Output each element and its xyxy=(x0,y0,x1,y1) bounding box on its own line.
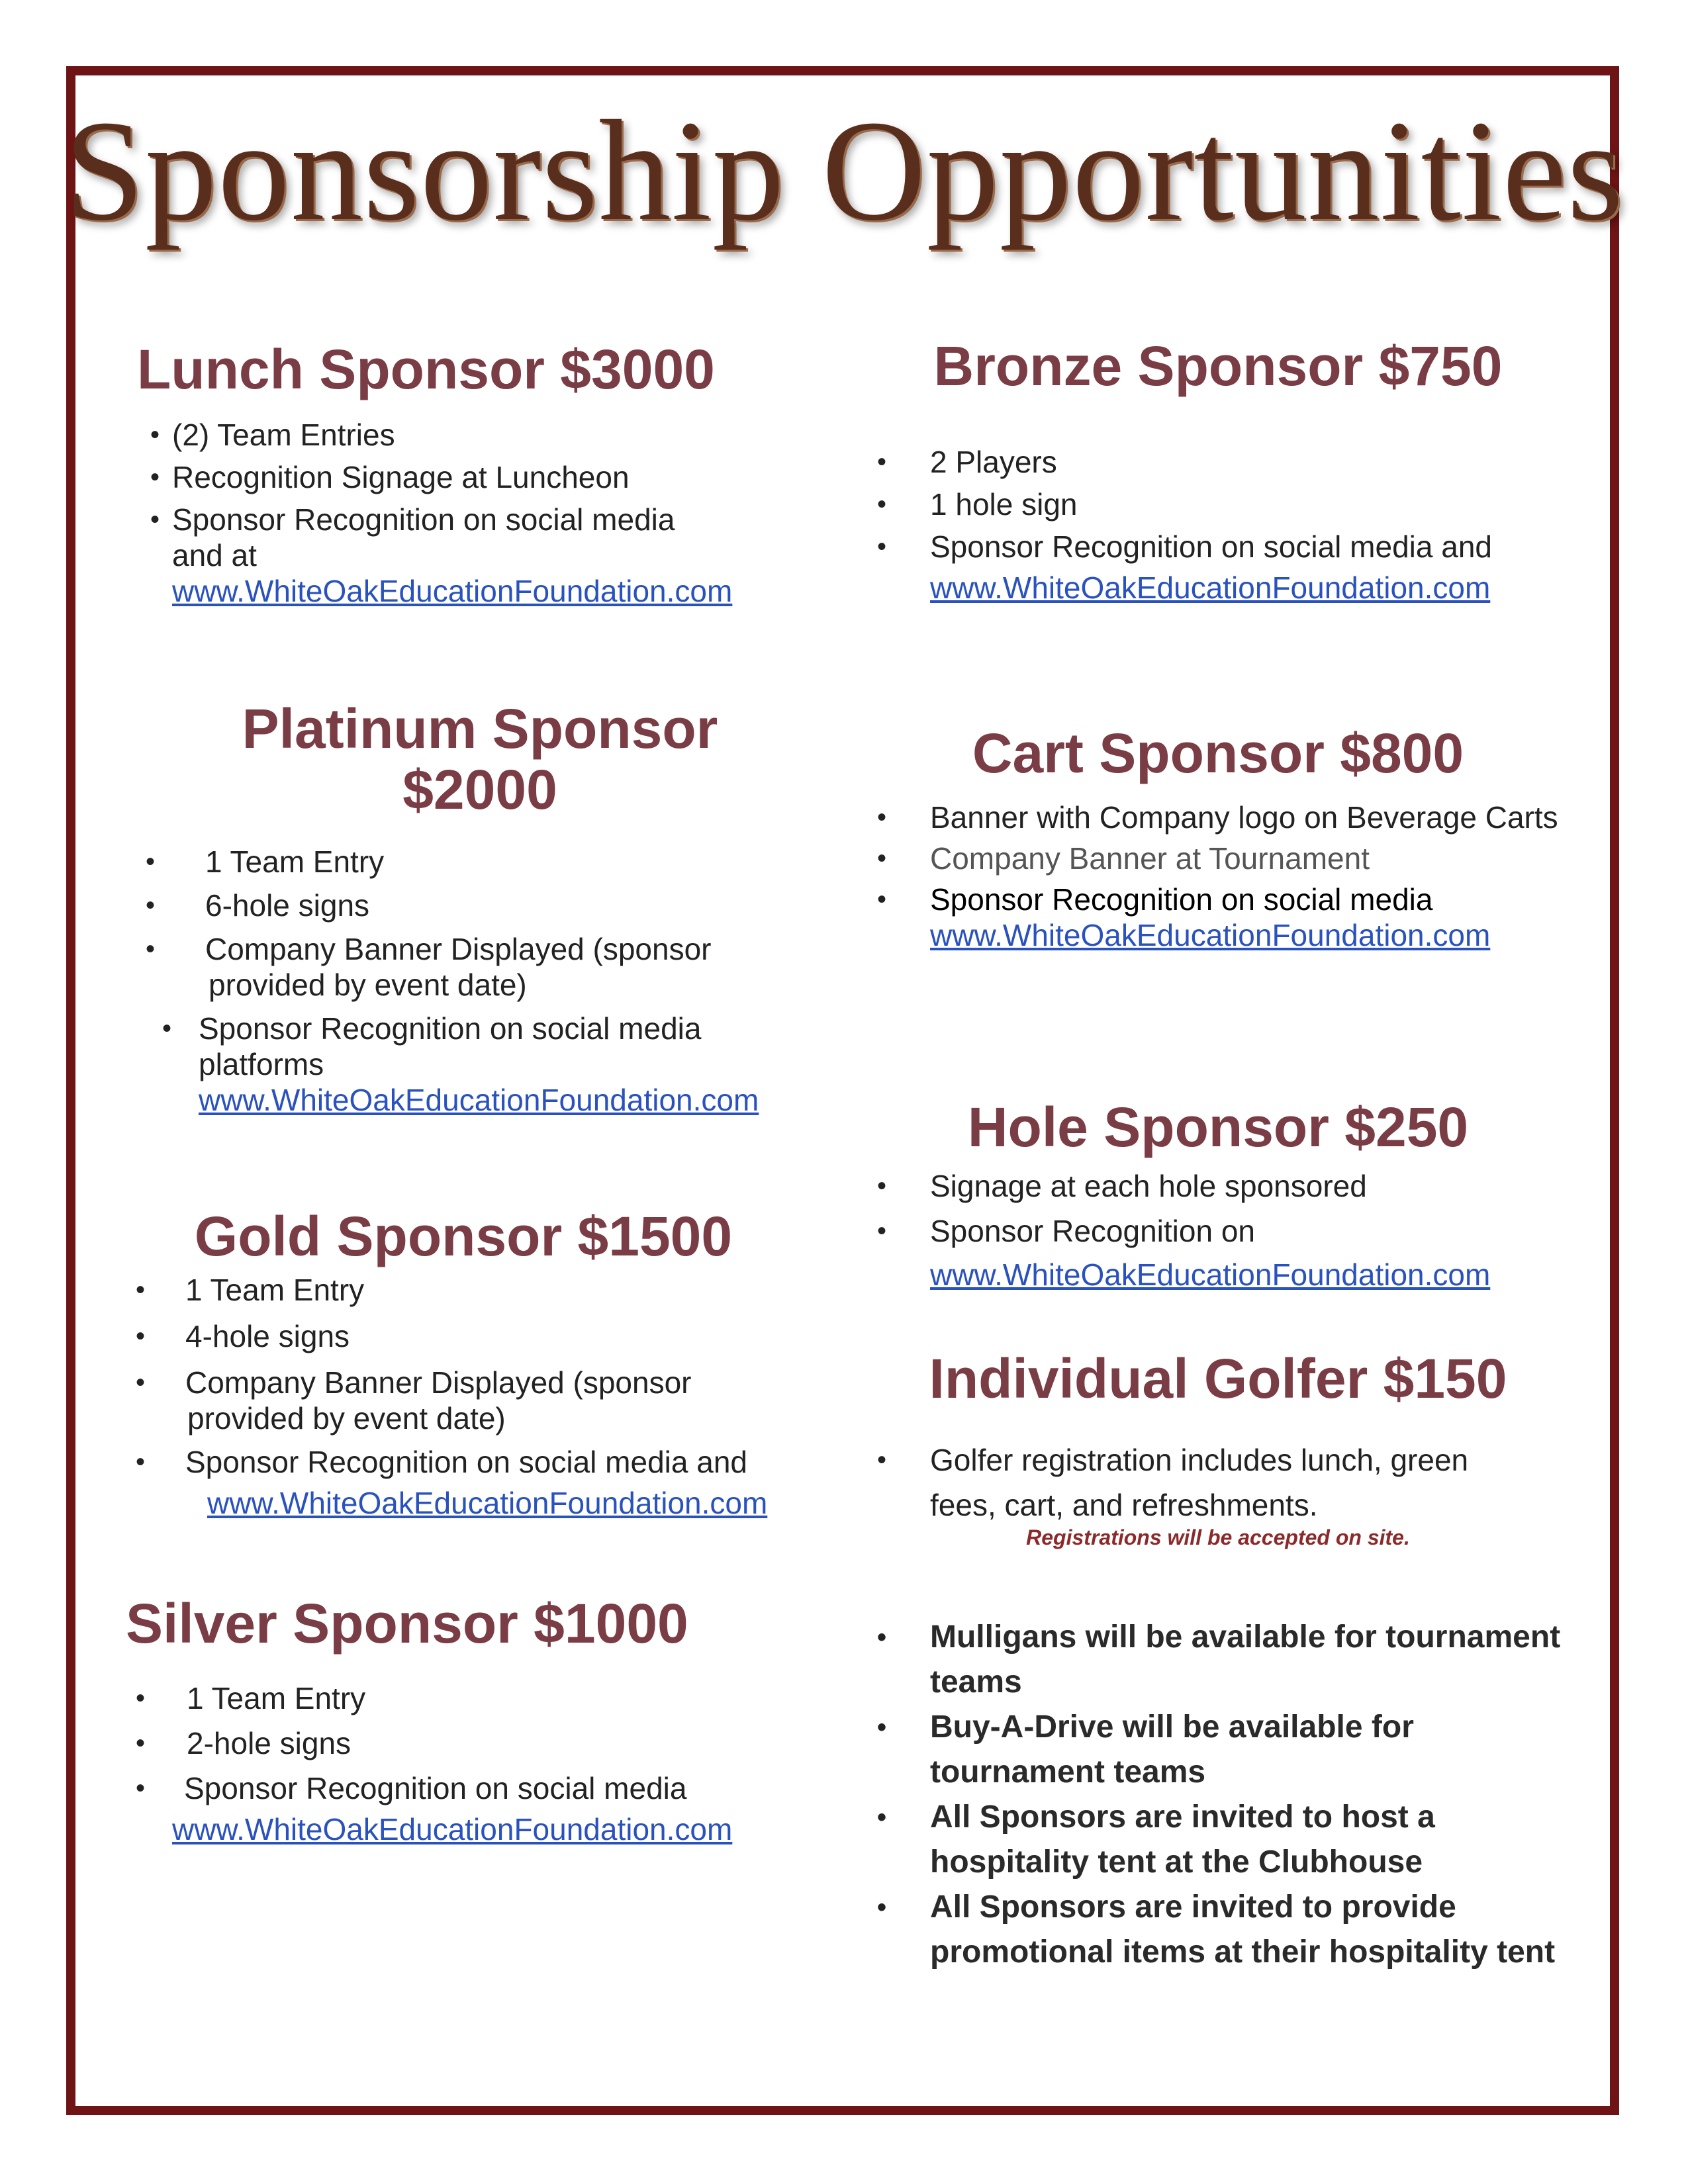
list-item xyxy=(126,1770,827,1806)
bullet-icon: • xyxy=(877,1445,887,1475)
list-item xyxy=(867,1750,1609,1795)
lunch-sponsor-section xyxy=(136,338,798,609)
bullet-icon: • xyxy=(877,1893,887,1922)
bronze-sponsor-section xyxy=(867,334,1595,606)
cart-sponsor-section xyxy=(867,721,1595,953)
item-text: Recognition Signage at Luncheon xyxy=(172,460,630,494)
foundation-link[interactable]: www.WhiteOakEducationFoundation.com xyxy=(172,1812,733,1846)
list-item xyxy=(867,1213,1595,1249)
individual-golfer-heading: Individual Golfer $150 xyxy=(929,1347,1507,1410)
registration-notice: Registrations will be accepted on site. xyxy=(1026,1525,1410,1549)
item-text: promotional items at their hospitality tent xyxy=(930,1934,1556,1970)
bullet-icon: • xyxy=(877,1216,887,1246)
bullet-icon: • xyxy=(877,490,887,519)
item-text: Golfer registration includes lunch, green xyxy=(930,1443,1469,1477)
item-text: Mulligans will be available for tournament xyxy=(930,1619,1561,1655)
list-item xyxy=(126,1680,827,1716)
list-item xyxy=(867,529,1595,565)
list-item xyxy=(867,1660,1609,1705)
item-text: 1 Team Entry xyxy=(185,1273,365,1307)
gold-sponsor-section xyxy=(136,1205,824,1521)
list-item xyxy=(867,1840,1609,1885)
item-text: (2) Team Entries xyxy=(172,418,395,452)
bullet-icon: • xyxy=(877,885,887,914)
foundation-link[interactable]: www.WhiteOakEducationFoundation.com xyxy=(930,570,1491,605)
list-item xyxy=(136,931,824,967)
bullet-icon: • xyxy=(136,1774,146,1803)
item-text: 2-hole signs xyxy=(187,1726,352,1760)
bullet-icon: • xyxy=(877,844,887,873)
item-text: platforms xyxy=(199,1047,324,1081)
platinum-sponsor-section xyxy=(136,698,824,1118)
item-text: 1 Team Entry xyxy=(187,1681,366,1715)
item-text: Sponsor Recognition on xyxy=(930,1214,1255,1248)
bullet-icon: • xyxy=(877,1171,887,1201)
bullet-icon: • xyxy=(877,1803,887,1832)
list-item xyxy=(136,1318,824,1354)
list-item xyxy=(136,1046,824,1082)
bullet-icon: • xyxy=(136,1729,146,1758)
list-item xyxy=(867,1487,1595,1523)
list-item xyxy=(136,844,824,880)
foundation-link[interactable]: www.WhiteOakEducationFoundation.com xyxy=(172,574,733,608)
bullet-icon: • xyxy=(136,1322,146,1351)
item-text: Company Banner Displayed (sponsor xyxy=(185,1365,692,1400)
list-item xyxy=(867,841,1595,876)
item-text: Sponsor Recognition on social media and xyxy=(930,529,1492,564)
list-item xyxy=(136,537,798,573)
list-item xyxy=(136,502,798,537)
item-text: teams xyxy=(930,1664,1022,1700)
bullet-icon: • xyxy=(877,447,887,477)
item-text: Buy-A-Drive will be available for xyxy=(930,1709,1414,1745)
list-item xyxy=(136,459,798,495)
list-item xyxy=(136,1400,824,1436)
bullet-icon: • xyxy=(877,803,887,832)
hole-sponsor-section xyxy=(867,1095,1595,1293)
item-text: hospitality tent at the Clubhouse xyxy=(930,1844,1423,1880)
item-text: Signage at each hole sponsored xyxy=(930,1169,1367,1203)
list-item xyxy=(867,486,1595,522)
bullet-icon: • xyxy=(136,1368,146,1397)
item-text: Banner with Company logo on Beverage Carts xyxy=(930,800,1558,835)
item-text: Sponsor Recognition on social media xyxy=(199,1011,702,1046)
list-item xyxy=(136,1272,824,1308)
list-item xyxy=(867,799,1595,835)
list-item xyxy=(867,882,1595,917)
bullet-icon: • xyxy=(146,891,156,920)
item-text: fees, cart, and refreshments. xyxy=(930,1488,1318,1522)
item-text: 1 Team Entry xyxy=(205,844,385,879)
list-item xyxy=(136,1444,824,1480)
list-item xyxy=(867,1168,1595,1204)
item-text: 1 hole sign xyxy=(930,487,1078,522)
heading-line: Platinum Sponsor xyxy=(242,698,718,760)
list-item xyxy=(867,444,1595,480)
bullet-icon: • xyxy=(136,1447,146,1477)
item-text: tournament teams xyxy=(930,1754,1206,1790)
bullet-icon: • xyxy=(150,463,160,492)
list-item xyxy=(136,1011,824,1046)
item-text: provided by event date) xyxy=(209,968,527,1002)
foundation-link[interactable]: www.WhiteOakEducationFoundation.com xyxy=(199,1083,759,1117)
list-item xyxy=(126,1725,827,1761)
list-item xyxy=(867,1615,1609,1660)
item-text: and at xyxy=(172,538,257,572)
gold-sponsor-heading: Gold Sponsor $1500 xyxy=(194,1205,733,1267)
bullet-icon: • xyxy=(136,1684,146,1713)
item-text: 6-hole signs xyxy=(205,888,370,923)
item-text: Sponsor Recognition on social media and xyxy=(185,1445,747,1479)
tournament-extras-section xyxy=(867,1615,1609,1975)
item-text: 4-hole signs xyxy=(185,1319,350,1353)
list-item xyxy=(867,1930,1609,1975)
page-title: Sponsorship Opportunities xyxy=(64,91,1624,251)
bullet-icon: • xyxy=(150,420,160,449)
foundation-link[interactable]: www.WhiteOakEducationFoundation.com xyxy=(930,918,1491,952)
cart-sponsor-heading: Cart Sponsor $800 xyxy=(972,722,1464,784)
list-item xyxy=(136,967,824,1003)
bronze-sponsor-heading: Bronze Sponsor $750 xyxy=(933,335,1503,397)
hole-sponsor-heading: Hole Sponsor $250 xyxy=(967,1096,1469,1158)
bullet-icon: • xyxy=(162,1014,172,1043)
list-item xyxy=(136,417,798,453)
bullet-icon: • xyxy=(146,847,156,876)
bullet-icon: • xyxy=(877,1713,887,1742)
item-text: Sponsor Recognition on social media xyxy=(184,1771,687,1805)
list-item xyxy=(867,1705,1609,1750)
item-text: Sponsor Recognition on social media xyxy=(172,502,675,537)
platinum-sponsor-heading xyxy=(136,698,824,820)
bullet-icon: • xyxy=(146,934,156,964)
silver-sponsor-section xyxy=(126,1592,827,1847)
bullet-icon: • xyxy=(136,1275,146,1304)
item-text: 2 Players xyxy=(930,445,1057,479)
item-text: All Sponsors are invited to host a xyxy=(930,1799,1435,1835)
foundation-link[interactable]: www.WhiteOakEducationFoundation.com xyxy=(930,1257,1491,1292)
item-text: Company Banner Displayed (sponsor xyxy=(205,932,712,966)
bullet-icon: • xyxy=(150,505,160,534)
heading-line: $2000 xyxy=(402,758,557,821)
bullet-icon: • xyxy=(877,1623,887,1652)
foundation-link[interactable]: www.WhiteOakEducationFoundation.com xyxy=(207,1486,768,1520)
item-text: provided by event date) xyxy=(187,1401,506,1435)
bullet-icon: • xyxy=(877,532,887,561)
item-text: Sponsor Recognition on social media xyxy=(930,882,1433,917)
list-item xyxy=(867,1795,1609,1840)
item-text: All Sponsors are invited to provide xyxy=(930,1889,1456,1925)
list-item xyxy=(136,1365,824,1400)
individual-golfer-section xyxy=(867,1347,1595,1550)
list-item xyxy=(136,887,824,923)
lunch-sponsor-heading: Lunch Sponsor $3000 xyxy=(137,338,715,400)
item-text: Company Banner at Tournament xyxy=(930,841,1370,876)
list-item xyxy=(867,1442,1595,1478)
list-item xyxy=(867,1885,1609,1930)
silver-sponsor-heading: Silver Sponsor $1000 xyxy=(126,1592,688,1655)
